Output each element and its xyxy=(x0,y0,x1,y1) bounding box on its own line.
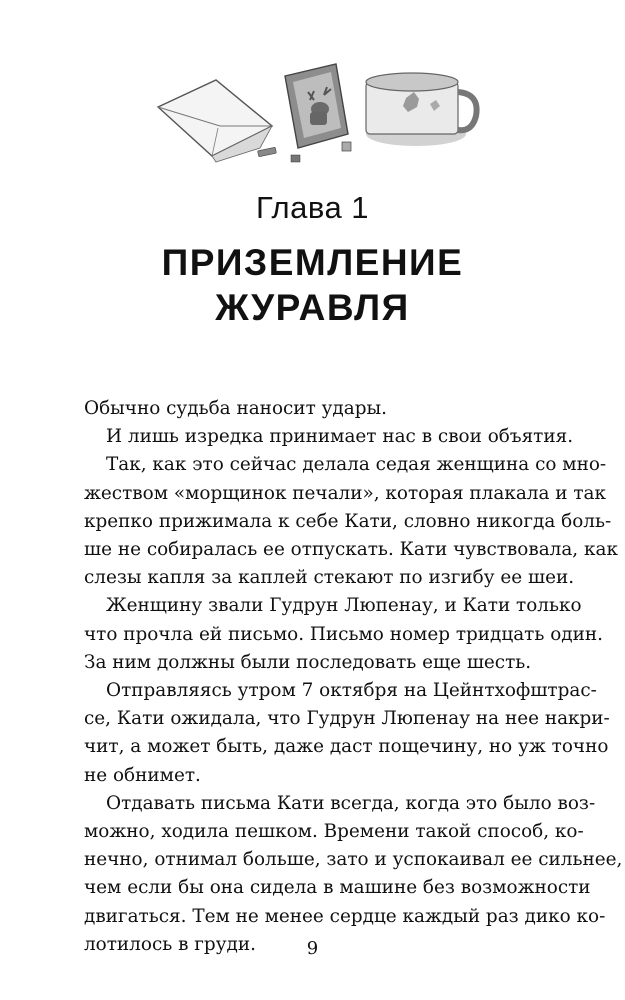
text-line: Женщину звали Гудрун Люпенау, и Кати только xyxy=(106,595,582,617)
chapter-title-line: ПРИЗЕМЛЕНИЕ xyxy=(161,242,464,283)
text-line: Обычно судьба наносит удары. xyxy=(84,398,387,419)
text-line: чит, а может быть, даже даст пощечину, но уж точно xyxy=(84,736,609,758)
usb-stick-icon xyxy=(258,147,277,157)
text-line: слезы капля за каплей стекают по изгибу ее шеи. xyxy=(84,567,575,589)
text-line: лотилось в груди. xyxy=(84,933,256,955)
text-line: не обнимет. xyxy=(84,764,201,786)
text-line: За ним должны были последовать еще шесть. xyxy=(84,651,532,673)
text-line: можно, ходила пешком. Времени такой способ, ко- xyxy=(84,821,584,843)
text-line: Так, как это сейчас делала седая женщина со мно- xyxy=(106,454,607,476)
text-line: крепко прижимала к себе Кати, словно никогда боль- xyxy=(84,510,612,532)
dice-icon xyxy=(342,142,351,151)
text-line: Отправляясь утром 7 октября на Цейнтхофштрас- xyxy=(106,680,597,702)
chapter-title-line: ЖУРАВЛЯ xyxy=(215,287,410,328)
envelope-icon xyxy=(158,80,272,162)
photo-frame-icon xyxy=(285,64,348,148)
chapter-title xyxy=(0,240,625,330)
text-line: что прочла ей письмо. Письмо номер тридцать один. xyxy=(84,623,603,645)
text-line: се, Кати ожидала, что Гудрун Люпенау на нее накри- xyxy=(84,708,610,730)
chapter-illustration xyxy=(150,52,480,170)
chapter-label: Глава 1 xyxy=(255,190,370,225)
text-line: жеством «морщинок печали», которая плакала и так xyxy=(84,482,607,504)
mug-icon xyxy=(366,73,477,146)
text-line: Отдавать письма Кати всегда, когда это было воз- xyxy=(106,792,596,814)
text-line: двигаться. Тем не менее сердце каждый раз дико ко- xyxy=(84,905,606,927)
text-line: ше не собиралась ее отпускать. Кати чувствовала, как xyxy=(84,539,618,561)
text-line: И лишь изредка принимает нас в свои объятия. xyxy=(106,426,574,448)
page-number: 9 xyxy=(306,938,319,959)
body-text xyxy=(84,395,623,959)
sd-card-icon xyxy=(291,155,300,162)
text-line: чем если бы она сидела в машине без возможности xyxy=(84,877,591,899)
text-line: нечно, отнимал больше, зато и успокаивал ее сильнее, xyxy=(84,849,623,871)
